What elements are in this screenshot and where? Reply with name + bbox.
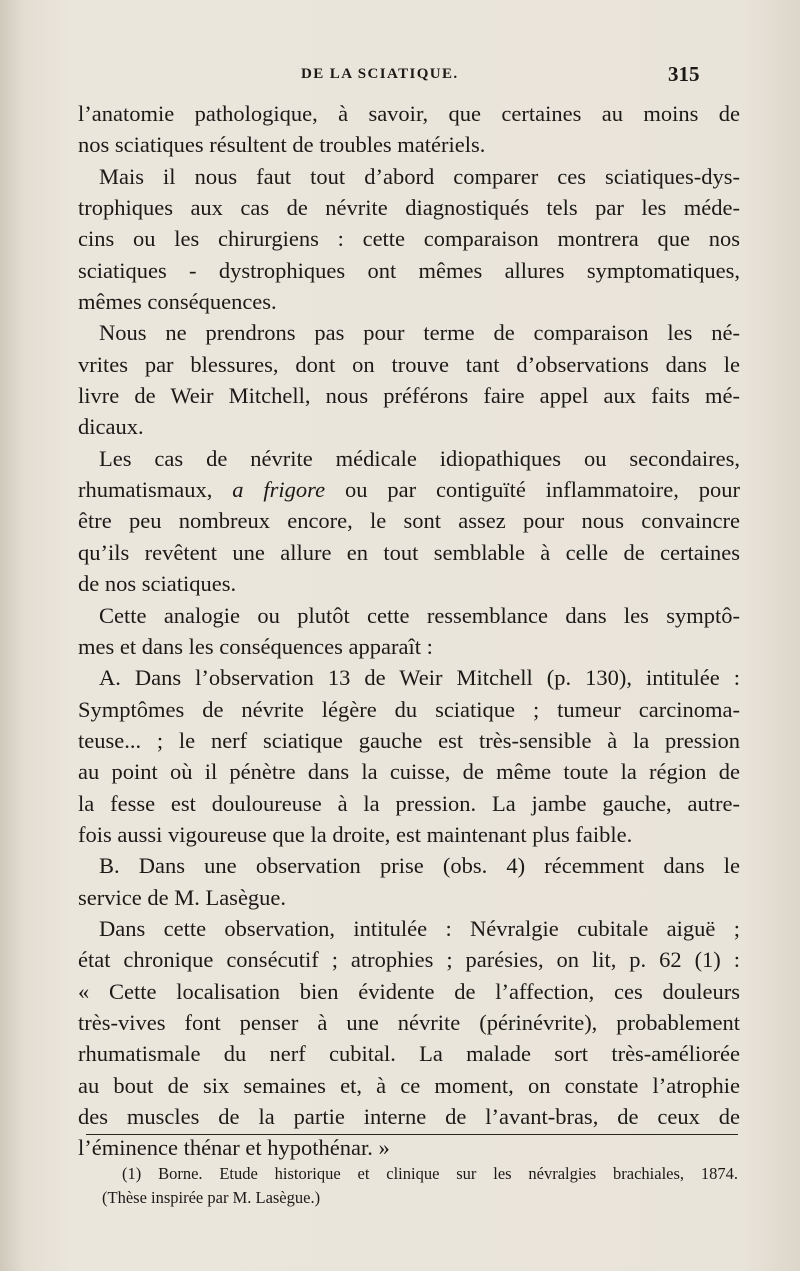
running-title: DE LA SCIATIQUE. (301, 66, 459, 82)
text-line: être peu nombreux encore, le sont assez pour nous convaincre (78, 508, 740, 534)
text-line: mêmes conséquences. (78, 289, 277, 315)
text-line: Nous ne prendrons pas pour terme de comparaison les né- (99, 320, 740, 346)
text-line: cins ou les chirurgiens : cette comparaison montrera que nos (78, 226, 740, 252)
text-segment: ou par contiguïté inflammatoire, pour (325, 477, 741, 503)
text-line (78, 474, 740, 505)
text-line: service de M. Lasègue. (78, 884, 287, 910)
text-line: l’anatomie pathologique, à savoir, que certaines au moins de (78, 101, 740, 126)
text-line: dicaux. (78, 414, 144, 440)
text-line: très-vives font penser à une névrite (périnévrite), probablement (78, 1009, 740, 1035)
text-line: nos sciatiques résultent de troubles matériels. (78, 132, 486, 158)
footnote (102, 1162, 738, 1210)
text-line: fois aussi vigoureuse que la droite, est maintenant plus faible. (78, 821, 633, 847)
text-line: au bout de six semaines et, à ce moment, on constate l’atrophie (78, 1072, 740, 1098)
text-line: rhumatismale du nerf cubital. La malade sort très-améliorée (78, 1041, 740, 1067)
text-line: vrites par blessures, dont on trouve tant d’observations dans le (78, 351, 740, 377)
footnote-line: (Thèse inspirée par M. Lasègue.) (102, 1188, 321, 1207)
body-text (78, 98, 740, 1164)
text-line: la fesse est douloureuse à la pression. La jambe gauche, autre- (78, 790, 740, 816)
text-line: Cette analogie ou plutôt cette ressemblance dans les symptô- (99, 602, 740, 628)
running-head (0, 62, 800, 92)
text-line: A. Dans l’observation 13 de Weir Mitchell (p. 130), intitulée : (99, 665, 740, 691)
text-line: sciatiques - dystrophiques ont mêmes allures symptomatiques, (78, 257, 740, 283)
text-segment: rhumatismaux, (78, 477, 233, 503)
page-number: 315 (668, 62, 700, 86)
text-line: Les cas de névrite médicale idiopathiques ou secondaires, (99, 445, 740, 471)
text-line: au point où il pénètre dans la cuisse, de même toute la région de (78, 759, 740, 785)
text-line: teuse... ; le nerf sciatique gauche est très-sensible à la pression (78, 727, 740, 753)
text-line: Mais il nous faut tout d’abord comparer ces sciatiques-dys- (99, 163, 740, 189)
text-line: des muscles de la partie interne de l’avant-bras, de ceux de (78, 1104, 740, 1129)
footnote-divider (86, 1134, 738, 1135)
footnote-line: (1) Borne. Etude historique et clinique sur les névralgies brachiales, 1874. (122, 1164, 738, 1183)
text-line: trophiques aux cas de névrite diagnostiqués tels par les méde- (78, 195, 740, 221)
text-line: livre de Weir Mitchell, nous préférons faire appel aux faits mé- (78, 383, 740, 409)
text-line: l’éminence thénar et hypothénar. » (78, 1135, 390, 1161)
text-line: Symptômes de névrite légère du sciatique ; tumeur carcinoma- (78, 696, 740, 722)
text-line: état chronique consécutif ; atrophies ; parésies, on lit, p. 62 (1) : (78, 947, 740, 973)
italic-phrase: a frigore (232, 477, 326, 503)
text-line: B. Dans une observation prise (obs. 4) récemment dans le (99, 853, 740, 879)
text-line: mes et dans les conséquences apparaît : (78, 633, 433, 659)
text-line: qu’ils revêtent une allure en tout semblable à celle de certaines (78, 539, 740, 565)
text-line: de nos sciatiques. (78, 571, 237, 597)
text-line: « Cette localisation bien évidente de l’affection, ces douleurs (78, 978, 740, 1004)
text-line: Dans cette observation, intitulée : Névralgie cubitale aiguë ; (99, 915, 740, 941)
